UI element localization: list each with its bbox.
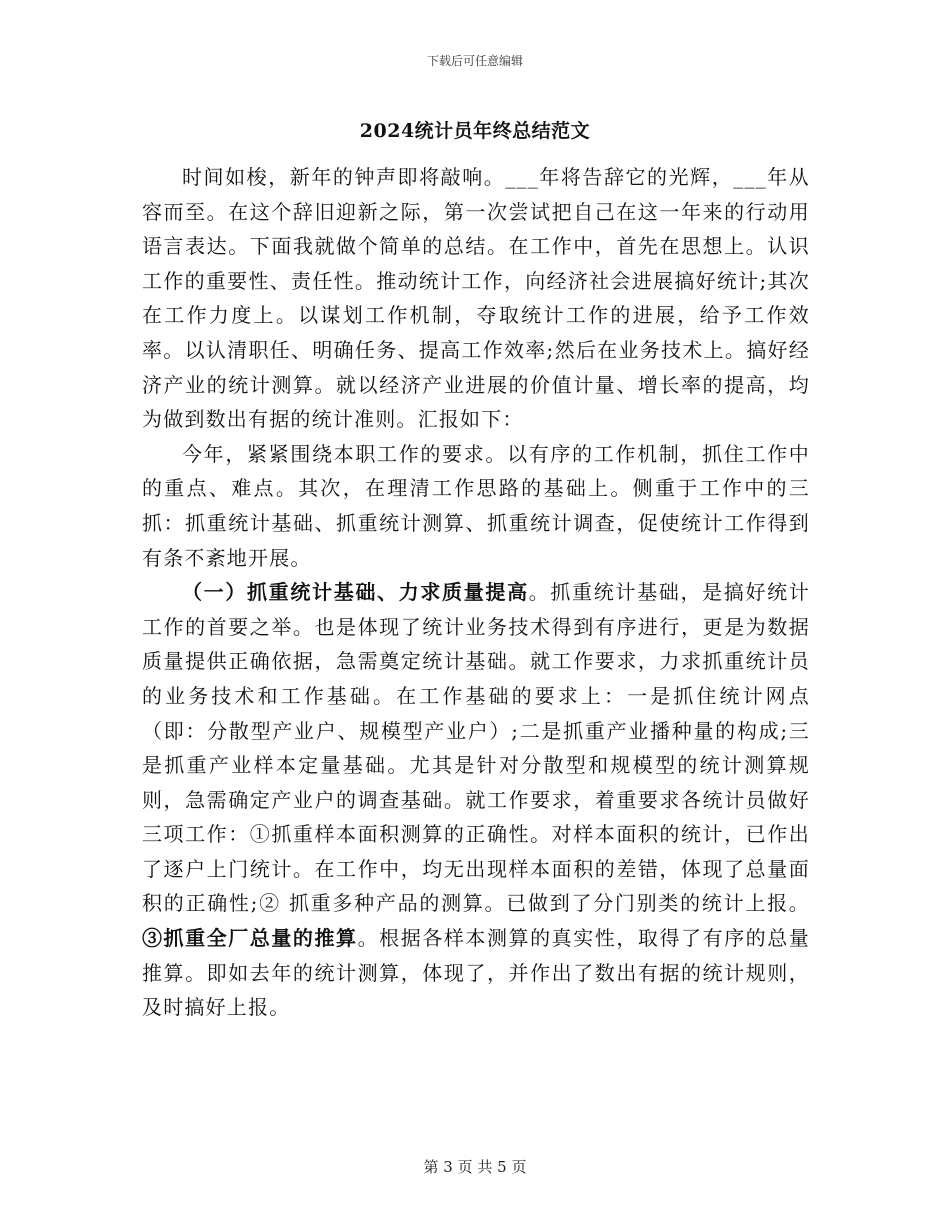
section-one-text-part-a: 。抓重统计基础，是搞好统计工作的首要之举。也是体现了统计业务技术得到有序进行，更是为数据质量提供正确依据，急需奠定统计基础。就工作要求，力求抓重统计员的业务技术和工作基础。在工作基础的要求上：一是抓住统计网点（即：分散型产业户、规模型产业户）;二是抓重产业播种量的构成;三是抓重产业样本定量基础。尤其是针对分散型和规模型的统计测算规则，急需确定产业户的调查基础。就工作要求，着重要求各统计员做好三项工作：①抓重样本面积测算的正确性。对样本面积的统计，已作出了逐户上门统计。在工作中，均无出现样本面积的差错，体现了总量面积的正确性;② 抓重多种产品的测算。已做到了分门别类的统计上报。: [142, 580, 811, 916]
paragraph-overview: 今年，紧紧围绕本职工作的要求。以有序的工作机制，抓住工作中的重点、难点。其次，在理清工作思路的基础上。侧重于工作中的三抓：抓重统计基础、抓重统计测算、抓重统计调查，促使统计工作得到有条不紊地开展。: [142, 441, 810, 570]
page-header-note: 下载后可任意编辑: [426, 54, 523, 68]
document-title: 2024统计员年终总结范文: [359, 120, 591, 142]
paragraph-section-one: [142, 575, 810, 1025]
section-one-heading: （一）抓重统计基础、力求质量提高: [182, 580, 529, 605]
section-one-text-part-b: 。根据各样本测算的真实性，取得了有序的总量推算。即如去年的统计测算，体现了，并作出了数出有据的统计规则，及时搞好上报。: [142, 926, 811, 1020]
page-number: 第 3 页 共 5 页: [423, 1158, 527, 1176]
section-one-bold-point: ③抓重全厂总量的推算: [142, 926, 358, 951]
paragraph-intro: 时间如梭，新年的钟声即将敲响。___年将告辞它的光辉，___年从容而至。在这个辞旧迎新之际，第一次尝试把自己在这一年来的行动用语言表达。下面我就做个简单的总结。在工作中，首先在思想上。认识工作的重要性、责任性。推动统计工作，向经济社会进展搞好统计;其次在工作力度上。以谋划工作机制，夺取统计工作的进展，给予工作效率。以认清职任、明确任务、提高工作效率;然后在业务技术上。搞好经济产业的统计测算。就以经济产业进展的价值计量、增长率的提高，均为做到数出有据的统计准则。汇报如下：: [142, 165, 810, 432]
document-body: [142, 160, 810, 1025]
